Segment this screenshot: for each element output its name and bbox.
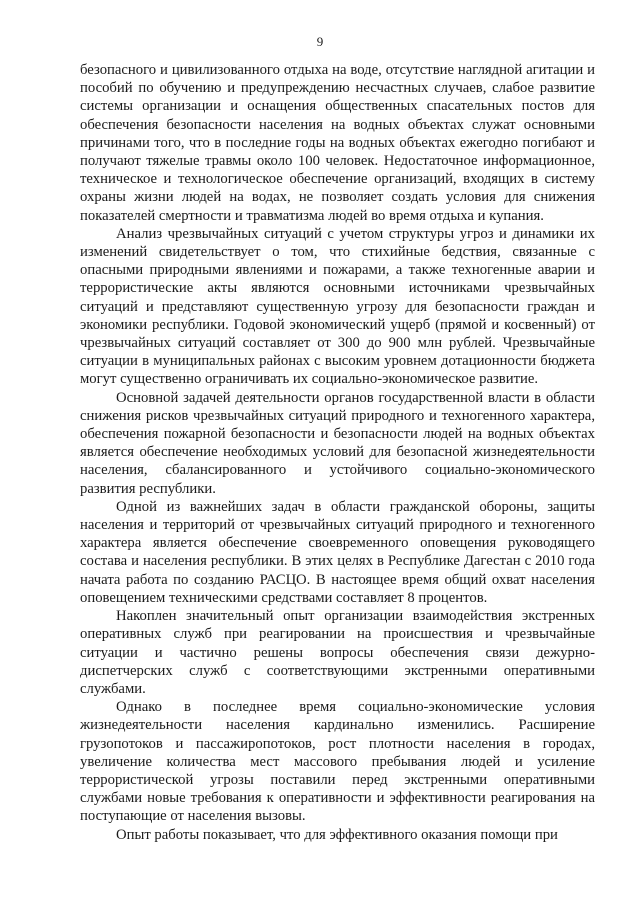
body-text [80,61,595,844]
paragraph-2: Анализ чрезвычайных ситуаций с учетом структуры угроз и динамики их изменений свидетельствует о том, что стихийные бедствия, связанные с опасными природными явлениями и пожарами, а также техногенные аварии и террористические акты являются основными источниками чрезвычайных ситуаций и представляют существенную угрозу для безопасности граждан и экономики республики. Годовой экономический ущерб (прямой и косвенный) от чрезвычайных ситуаций составляет от 300 до 900 млн рублей. Чрезвычайные ситуации в муниципальных районах с высоким уровнем дотационности бюджета могут существенно ограничивать их социально-экономическое развитие. [80,225,595,388]
paragraph-3: Основной задачей деятельности органов государственной власти в области снижения рисков чрезвычайных ситуаций природного и техногенного характера, обеспечения пожарной безопасности и безопасности людей на водных объектах является обеспечение необходимых условий для безопасной жизнедеятельности населения, сбалансированного и устойчивого социально-экономического развития республики. [80,389,595,497]
paragraph-1: безопасного и цивилизованного отдыха на воде, отсутствие наглядной агитации и пособий по обучению и предупреждению несчастных случаев, слабое развитие системы организации и оснащения общественных спасательных постов для обеспечения безопасности населения на водных объектах служат основными причинами того, что в последние годы на водных объектах ежегодно погибают и получают тяжелые травмы около 100 человек. Недостаточное информационное, техническое и технологическое обеспечение организаций, входящих в систему охраны жизни людей на водах, не позволяет создать условия для снижения показателей смертности и травматизма людей во время отдыха и купания. [80,62,595,224]
paragraph-4: Одной из важнейших задач в области гражданской обороны, защиты населения и территорий от чрезвычайных ситуаций природного и техногенного характера является обеспечение своевременного оповещения руководящего состава и населения республики. В этих целях в Республике Дагестан с 2010 года начата работа по созданию РАСЦО. В настоящее время общий охват населения оповещением техническими средствами составляет 8 процентов. [80,498,595,606]
paragraph-7: Опыт работы показывает, что для эффективного оказания помощи при [116,826,558,843]
page-number: 9 [316,34,324,49]
paragraph-6: Однако в последнее время социально-экономические условия жизнедеятельности населения кардинально изменились. Расширение грузопотоков и пассажиропотоков, рост плотности населения в городах, увеличение количества мест массового пребывания людей и усиление террористической угрозы поставили перед экстренными оперативными службами новые требования к оперативности и эффективности реагирования на поступающие от населения вызовы. [80,699,595,825]
paragraph-5: Накоплен значительный опыт организации взаимодействия экстренных оперативных служб при реагировании на происшествия и чрезвычайные ситуации и частично решены вопросы обеспечения связи дежурно-диспетчерских служб с соответствующими экстренными оперативными службами. [80,608,595,697]
